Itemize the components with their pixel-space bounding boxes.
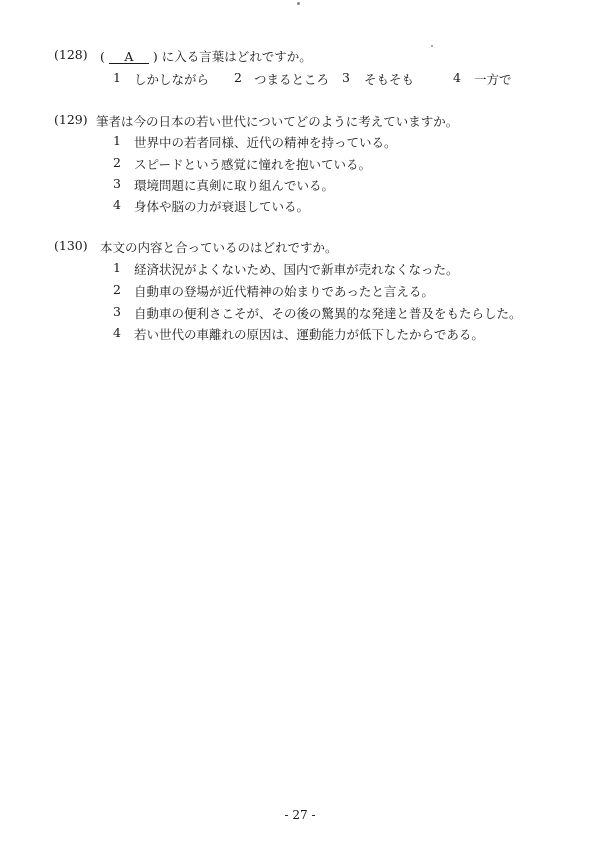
- option-number: 4: [113, 197, 121, 212]
- blank-label: A: [109, 50, 149, 64]
- option-text: そもそも: [364, 72, 415, 87]
- question-text: 本文の内容と合っているのはどれですか。: [100, 240, 338, 255]
- question-prompt: に入る言葉はどれですか。: [161, 49, 312, 64]
- question-number: (128): [54, 47, 88, 62]
- option-number: 1: [113, 133, 121, 148]
- question-number: (129): [54, 112, 88, 127]
- page-number: - 27 -: [284, 808, 316, 822]
- scan-speck: [297, 2, 300, 5]
- option-number: 1: [113, 70, 121, 85]
- scan-speck: [431, 45, 433, 47]
- option-number: 3: [342, 70, 350, 85]
- option-text: 一方で: [474, 72, 512, 87]
- question-number: (130): [54, 238, 88, 253]
- option-text: つまるところ: [254, 72, 330, 87]
- option-number: 3: [113, 176, 121, 191]
- option-text: 身体や脳の力が衰退している。: [134, 199, 310, 214]
- option-text: スピードという感覚に憧れを抱いている。: [134, 157, 372, 172]
- option-text: 若い世代の車離れの原因は、運動能力が低下したからである。: [134, 327, 484, 342]
- option-text: しかしながら: [134, 72, 210, 87]
- option-text: 自動車の便利さこそが、その後の驚異的な発達と普及をもたらした。: [134, 306, 522, 321]
- option-text: 環境問題に真剣に取り組んでいる。: [134, 178, 335, 193]
- option-number: 3: [113, 304, 121, 319]
- option-text: 経済状況がよくないため、国内で新車が売れなくなった。: [134, 262, 459, 277]
- option-number: 2: [113, 155, 121, 170]
- option-text: 世界中の若者同様、近代の精神を持っている。: [134, 135, 397, 150]
- option-number: 4: [453, 70, 461, 85]
- paren-open: (: [100, 49, 105, 64]
- option-number: 1: [113, 260, 121, 275]
- question-text: 筆者は今の日本の若い世代についてどのように考えていますか。: [96, 114, 459, 129]
- option-text: 自動車の登場が近代精神の始まりであったと言える。: [134, 284, 434, 299]
- question-text: [100, 47, 312, 65]
- option-number: 2: [234, 70, 242, 85]
- option-number: 4: [113, 325, 121, 340]
- option-number: 2: [113, 282, 121, 297]
- paren-close: ): [152, 49, 158, 64]
